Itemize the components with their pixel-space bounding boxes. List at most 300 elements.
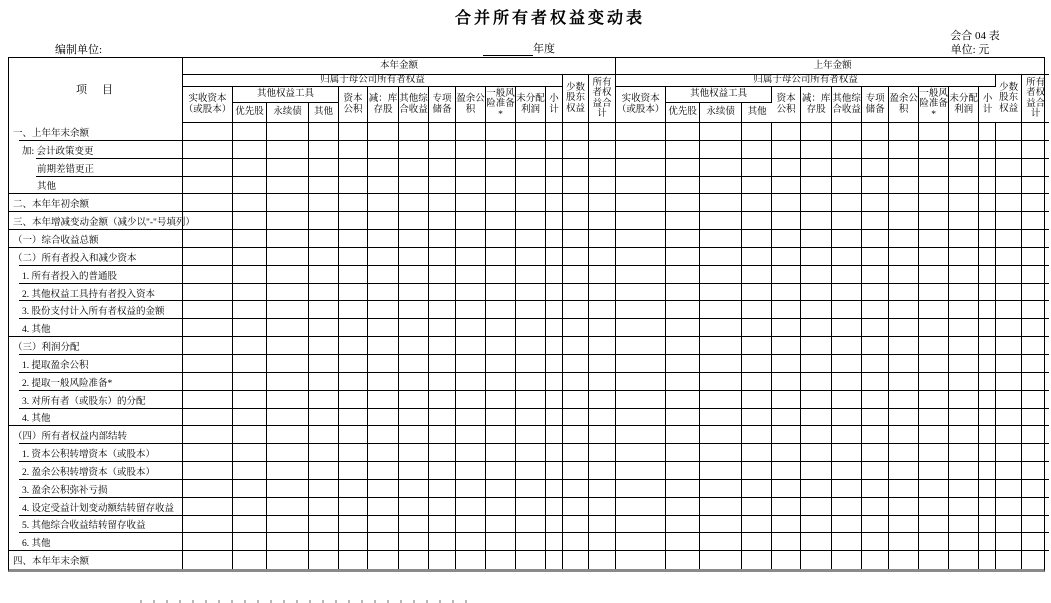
amount-cell	[832, 284, 862, 302]
amount-cell	[339, 533, 368, 551]
amount-cell	[368, 355, 399, 373]
amount-cell	[233, 533, 267, 551]
amount-cell	[700, 159, 742, 177]
amount-cell	[979, 194, 996, 212]
period-header-0: 本年金额	[183, 58, 616, 75]
amount-cell	[949, 391, 979, 409]
amount-cell	[801, 498, 832, 516]
amount-cell	[616, 337, 666, 355]
amount-cell	[399, 266, 429, 284]
amount-cell	[832, 194, 862, 212]
amount-cell	[429, 284, 456, 302]
amount-cell	[772, 516, 801, 534]
amount-cell	[233, 462, 267, 480]
amount-cell	[832, 177, 862, 195]
amount-cell	[801, 230, 832, 248]
amount-cell	[309, 426, 339, 444]
amount-cell	[516, 355, 546, 373]
amount-cell	[309, 141, 339, 159]
amount-cell	[889, 194, 919, 212]
amount-cell	[589, 444, 616, 462]
amount-cell	[772, 533, 801, 551]
amount-cell	[486, 159, 516, 177]
table-row	[9, 373, 1049, 391]
amount-cell	[666, 355, 700, 373]
amount-cell	[233, 373, 267, 391]
amount-cell	[233, 391, 267, 409]
amount-cell	[832, 337, 862, 355]
amount-cell	[1022, 266, 1049, 284]
amount-cell	[267, 159, 309, 177]
amount-cell	[1022, 498, 1049, 516]
amount-cell	[563, 284, 589, 302]
amount-cell	[233, 141, 267, 159]
amount-cell	[486, 212, 516, 230]
amount-cell	[979, 159, 996, 177]
minority-interest-header: 少数股东权益	[996, 75, 1022, 123]
amount-cell	[996, 391, 1022, 409]
amount-cell	[862, 123, 889, 141]
amount-cell	[889, 319, 919, 337]
amount-cell	[666, 444, 700, 462]
amount-cell	[429, 373, 456, 391]
amount-cell	[456, 444, 486, 462]
amount-cell	[919, 409, 949, 427]
amount-cell	[368, 498, 399, 516]
amount-cell	[919, 462, 949, 480]
amount-cell	[368, 194, 399, 212]
amount-cell	[616, 551, 666, 569]
amount-cell	[563, 462, 589, 480]
amount-cell	[772, 301, 801, 319]
amount-cell	[563, 266, 589, 284]
amount-cell	[742, 141, 772, 159]
amount-cell	[700, 319, 742, 337]
table-row	[9, 444, 1049, 462]
amount-cell	[183, 391, 233, 409]
minority-interest-header: 少数股东权益	[563, 75, 589, 123]
amount-cell	[801, 444, 832, 462]
amount-cell	[666, 498, 700, 516]
amount-cell	[996, 284, 1022, 302]
amount-cell	[700, 212, 742, 230]
amount-cell	[1022, 426, 1049, 444]
amount-cell	[616, 301, 666, 319]
amount-cell	[666, 480, 700, 498]
amount-cell	[399, 212, 429, 230]
amount-cell	[368, 409, 399, 427]
amount-cell	[742, 516, 772, 534]
amount-cell	[183, 248, 233, 266]
amount-cell	[996, 533, 1022, 551]
amount-cell	[996, 516, 1022, 534]
amount-cell	[589, 409, 616, 427]
amount-cell	[589, 248, 616, 266]
amount-cell	[339, 319, 368, 337]
amount-cell	[772, 284, 801, 302]
amount-cell	[456, 516, 486, 534]
amount-cell	[700, 480, 742, 498]
amount-cell	[233, 516, 267, 534]
amount-cell	[183, 194, 233, 212]
amount-cell	[546, 319, 563, 337]
amount-cell	[1022, 301, 1049, 319]
amount-cell	[772, 409, 801, 427]
amount-cell	[368, 266, 399, 284]
amount-cell	[862, 533, 889, 551]
amount-cell	[589, 177, 616, 195]
amount-cell	[267, 212, 309, 230]
amount-cell	[456, 373, 486, 391]
amount-cell	[772, 337, 801, 355]
parent-equity-header: 归属于母公司所有者权益	[616, 75, 996, 87]
amount-cell	[772, 551, 801, 569]
amount-cell	[616, 248, 666, 266]
amount-cell	[949, 141, 979, 159]
table-row	[9, 516, 1049, 534]
amount-cell	[309, 177, 339, 195]
amount-cell	[889, 284, 919, 302]
amount-cell	[832, 516, 862, 534]
amount-cell	[742, 391, 772, 409]
amount-cell	[996, 444, 1022, 462]
amount-cell	[742, 123, 772, 141]
amount-cell	[949, 337, 979, 355]
amount-cell	[516, 516, 546, 534]
row-label: 4. 设定受益计划变动额结转留存收益	[9, 498, 183, 516]
amount-cell	[832, 301, 862, 319]
amount-cell	[666, 194, 700, 212]
amount-cell	[919, 337, 949, 355]
amount-cell	[700, 194, 742, 212]
amount-cell	[399, 141, 429, 159]
amount-cell	[772, 498, 801, 516]
amount-cell	[339, 516, 368, 534]
amount-cell	[516, 141, 546, 159]
amount-cell	[399, 498, 429, 516]
amount-cell	[801, 159, 832, 177]
amount-cell	[267, 123, 309, 141]
amount-cell	[979, 301, 996, 319]
amount-cell	[801, 355, 832, 373]
amount-cell	[772, 444, 801, 462]
amount-cell	[919, 248, 949, 266]
amount-cell	[309, 230, 339, 248]
amount-cell	[456, 462, 486, 480]
amount-cell	[429, 123, 456, 141]
amount-cell	[889, 373, 919, 391]
amount-cell	[563, 409, 589, 427]
amount-cell	[862, 373, 889, 391]
amount-cell	[742, 462, 772, 480]
amount-cell	[429, 159, 456, 177]
amount-cell	[979, 123, 996, 141]
amount-cell	[516, 409, 546, 427]
amount-cell	[399, 319, 429, 337]
amount-cell	[862, 284, 889, 302]
amount-cell	[183, 177, 233, 195]
amount-cell	[429, 480, 456, 498]
amount-cell	[919, 230, 949, 248]
amount-cell	[801, 319, 832, 337]
amount-cell	[666, 337, 700, 355]
amount-cell	[1022, 194, 1049, 212]
amount-cell	[996, 319, 1022, 337]
amount-cell	[616, 409, 666, 427]
amount-cell	[801, 177, 832, 195]
amount-cell	[862, 551, 889, 569]
amount-cell	[700, 409, 742, 427]
table-row	[9, 266, 1049, 284]
amount-cell	[919, 177, 949, 195]
amount-cell	[801, 284, 832, 302]
amount-cell	[368, 319, 399, 337]
amount-cell	[563, 177, 589, 195]
amount-cell	[368, 230, 399, 248]
amount-cell	[546, 533, 563, 551]
amount-cell	[429, 301, 456, 319]
table-row	[9, 551, 1049, 569]
table-row	[9, 319, 1049, 337]
amount-cell	[801, 391, 832, 409]
amount-cell	[456, 123, 486, 141]
amount-cell	[309, 319, 339, 337]
amount-cell	[1022, 551, 1049, 569]
amount-cell	[919, 194, 949, 212]
amount-cell	[889, 337, 919, 355]
amount-cell	[456, 355, 486, 373]
amount-cell	[666, 516, 700, 534]
amount-cell	[546, 177, 563, 195]
amount-cell	[563, 337, 589, 355]
amount-cell	[616, 355, 666, 373]
amount-cell	[1022, 355, 1049, 373]
table-row	[9, 426, 1049, 444]
amount-cell	[979, 373, 996, 391]
amount-cell	[949, 498, 979, 516]
amount-cell	[801, 212, 832, 230]
row-label: 其他	[9, 177, 183, 195]
row-label: 二、本年年初余额	[9, 194, 183, 212]
amount-cell	[742, 319, 772, 337]
amount-cell	[429, 426, 456, 444]
amount-cell	[889, 123, 919, 141]
amount-cell	[516, 480, 546, 498]
amount-cell	[339, 355, 368, 373]
col-header: 一般风险准备*	[486, 87, 516, 123]
amount-cell	[233, 230, 267, 248]
amount-cell	[700, 177, 742, 195]
amount-cell	[616, 533, 666, 551]
amount-cell	[742, 373, 772, 391]
amount-cell	[486, 533, 516, 551]
amount-cell	[862, 212, 889, 230]
amount-cell	[339, 266, 368, 284]
amount-cell	[563, 516, 589, 534]
amount-cell	[589, 462, 616, 480]
row-label: 2. 提取一般风险准备*	[9, 373, 183, 391]
amount-cell	[742, 551, 772, 569]
amount-cell	[563, 141, 589, 159]
amount-cell	[233, 426, 267, 444]
amount-cell	[339, 177, 368, 195]
amount-cell	[979, 444, 996, 462]
amount-cell	[399, 194, 429, 212]
table-row	[9, 141, 1049, 159]
amount-cell	[889, 177, 919, 195]
amount-cell	[666, 301, 700, 319]
amount-cell	[399, 284, 429, 302]
amount-cell	[516, 266, 546, 284]
amount-cell	[862, 444, 889, 462]
amount-cell	[368, 391, 399, 409]
amount-cell	[700, 462, 742, 480]
amount-cell	[233, 444, 267, 462]
amount-cell	[267, 177, 309, 195]
amount-cell	[309, 516, 339, 534]
amount-cell	[563, 194, 589, 212]
amount-cell	[996, 426, 1022, 444]
amount-cell	[666, 230, 700, 248]
amount-cell	[563, 480, 589, 498]
amount-cell	[832, 248, 862, 266]
amount-cell	[862, 391, 889, 409]
amount-cell	[996, 266, 1022, 284]
amount-cell	[399, 533, 429, 551]
amount-cell	[516, 123, 546, 141]
amount-cell	[429, 266, 456, 284]
amount-cell	[267, 462, 309, 480]
amount-cell	[546, 498, 563, 516]
amount-cell	[339, 409, 368, 427]
amount-cell	[1022, 248, 1049, 266]
amount-cell	[862, 462, 889, 480]
amount-cell	[949, 230, 979, 248]
amount-cell	[368, 284, 399, 302]
amount-cell	[700, 551, 742, 569]
amount-cell	[429, 141, 456, 159]
amount-cell	[486, 230, 516, 248]
amount-cell	[919, 123, 949, 141]
amount-cell	[589, 141, 616, 159]
other-equity-instruments-header: 其他权益工具	[666, 87, 772, 103]
amount-cell	[267, 444, 309, 462]
amount-cell	[456, 177, 486, 195]
amount-cell	[183, 266, 233, 284]
amount-cell	[832, 409, 862, 427]
amount-cell	[996, 230, 1022, 248]
amount-cell	[233, 498, 267, 516]
col-header: 小计	[979, 87, 996, 123]
col-header: 资本公积	[339, 87, 368, 123]
amount-cell	[862, 194, 889, 212]
amount-cell	[832, 123, 862, 141]
amount-cell	[267, 284, 309, 302]
amount-cell	[996, 498, 1022, 516]
amount-cell	[1022, 373, 1049, 391]
amount-cell	[368, 480, 399, 498]
amount-cell	[889, 516, 919, 534]
amount-cell	[949, 533, 979, 551]
amount-cell	[516, 284, 546, 302]
amount-cell	[666, 551, 700, 569]
amount-cell	[183, 319, 233, 337]
amount-cell	[889, 266, 919, 284]
owners-equity-total-header: 所有者权益合计	[1022, 75, 1049, 123]
amount-cell	[339, 212, 368, 230]
amount-cell	[486, 248, 516, 266]
amount-cell	[563, 248, 589, 266]
amount-cell	[1022, 444, 1049, 462]
table-row	[9, 159, 1049, 177]
amount-cell	[456, 248, 486, 266]
amount-cell	[309, 409, 339, 427]
amount-cell	[1022, 516, 1049, 534]
amount-cell	[233, 409, 267, 427]
amount-cell	[742, 284, 772, 302]
amount-cell	[666, 177, 700, 195]
amount-cell	[309, 444, 339, 462]
amount-cell	[233, 177, 267, 195]
row-label: 1. 提取盈余公积	[9, 355, 183, 373]
amount-cell	[516, 462, 546, 480]
amount-cell	[267, 355, 309, 373]
amount-cell	[183, 123, 233, 141]
amount-cell	[183, 355, 233, 373]
year-blank-line	[483, 43, 533, 56]
table-row	[9, 480, 1049, 498]
amount-cell	[309, 498, 339, 516]
amount-cell	[563, 319, 589, 337]
amount-cell	[1022, 230, 1049, 248]
col-header: 盈余公积	[456, 87, 486, 123]
amount-cell	[546, 444, 563, 462]
amount-cell	[339, 230, 368, 248]
amount-cell	[516, 391, 546, 409]
amount-cell	[429, 177, 456, 195]
amount-cell	[368, 248, 399, 266]
amount-cell	[889, 409, 919, 427]
col-header: 减：库存股	[368, 87, 399, 123]
row-label: 加: 会计政策变更	[9, 141, 183, 159]
amount-cell	[1022, 141, 1049, 159]
amount-cell	[456, 337, 486, 355]
col-header: 其他综合收益	[832, 87, 862, 123]
row-label: 2. 其他权益工具持有者投入资本	[9, 284, 183, 302]
amount-cell	[267, 141, 309, 159]
amount-cell	[801, 248, 832, 266]
amount-cell	[1022, 391, 1049, 409]
amount-cell	[889, 355, 919, 373]
amount-cell	[339, 462, 368, 480]
amount-cell	[546, 123, 563, 141]
amount-cell	[546, 159, 563, 177]
amount-cell	[832, 391, 862, 409]
amount-cell	[429, 248, 456, 266]
amount-cell	[516, 319, 546, 337]
amount-cell	[233, 480, 267, 498]
amount-cell	[832, 480, 862, 498]
amount-cell	[616, 498, 666, 516]
amount-cell	[233, 355, 267, 373]
amount-cell	[801, 266, 832, 284]
amount-cell	[589, 212, 616, 230]
amount-cell	[700, 123, 742, 141]
amount-cell	[368, 159, 399, 177]
amount-cell	[339, 284, 368, 302]
amount-cell	[233, 284, 267, 302]
amount-cell	[486, 355, 516, 373]
